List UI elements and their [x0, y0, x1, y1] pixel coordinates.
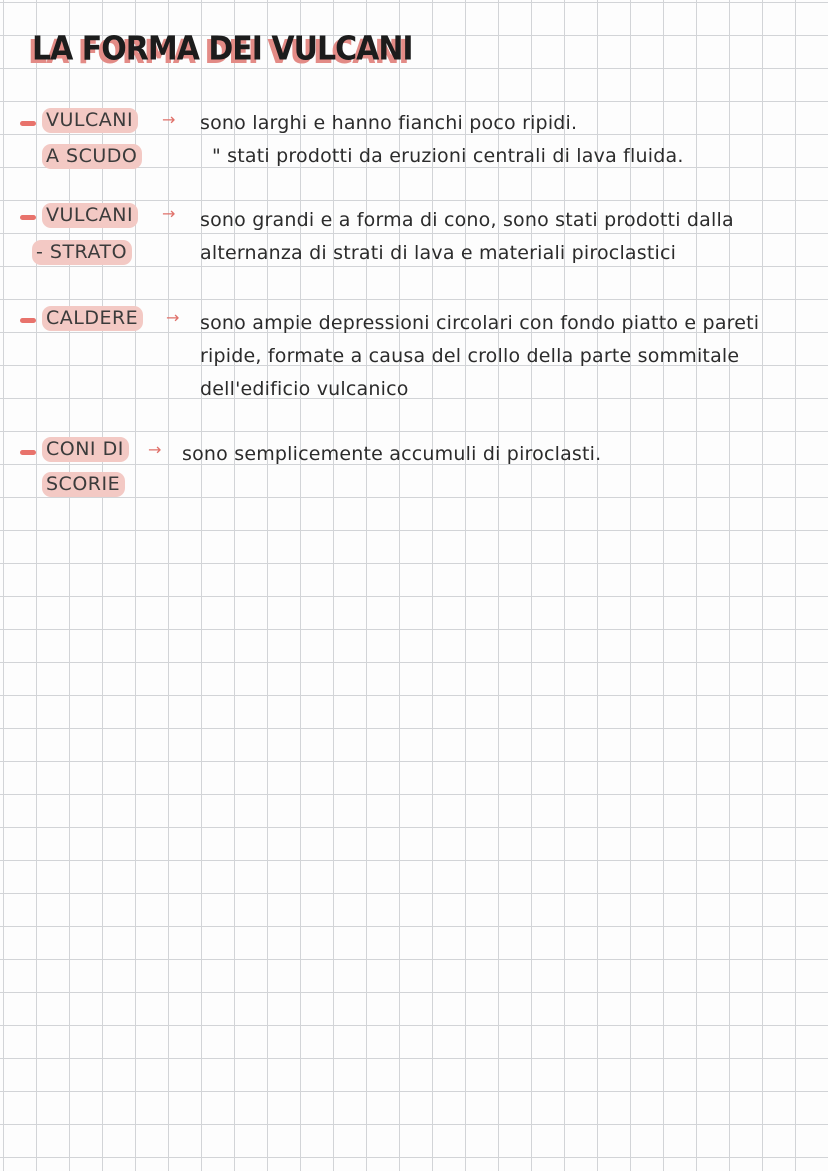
bullet-dash	[20, 450, 36, 455]
term-label: A SCUDO	[42, 144, 142, 169]
page-title: LA FORMA DEI VULCANI	[32, 30, 413, 69]
definition-line: sono grandi e a forma di cono, sono stati prodotti dalla	[200, 209, 734, 231]
arrow-icon: →	[148, 440, 162, 459]
arrow-icon: →	[162, 204, 176, 223]
arrow-icon: →	[162, 110, 176, 129]
definition-line: " stati prodotti da eruzioni centrali di lava fluida.	[212, 145, 684, 167]
definition-line: sono ampie depressioni circolari con fondo piatto e pareti	[200, 312, 760, 334]
bullet-dash	[20, 121, 36, 126]
bullet-dash	[20, 318, 36, 323]
definition-line: dell'edificio vulcanico	[200, 378, 409, 400]
bullet-dash	[20, 215, 36, 220]
definition-line: ripide, formate a causa del crollo della parte sommitale	[200, 345, 740, 367]
definition-line: sono larghi e hanno fianchi poco ripidi.	[200, 112, 578, 134]
definition-line: alternanza di strati di lava e materiali piroclastici	[200, 242, 677, 264]
term-label: CONI DI	[42, 437, 129, 462]
term-label: VULCANI	[42, 203, 138, 228]
arrow-icon: →	[166, 308, 180, 327]
term-label: CALDERE	[42, 306, 143, 331]
term-label: VULCANI	[42, 108, 138, 133]
definition-line: sono semplicemente accumuli di piroclasti.	[182, 443, 602, 465]
term-label: SCORIE	[42, 472, 125, 497]
term-label: - STRATO	[32, 240, 132, 265]
